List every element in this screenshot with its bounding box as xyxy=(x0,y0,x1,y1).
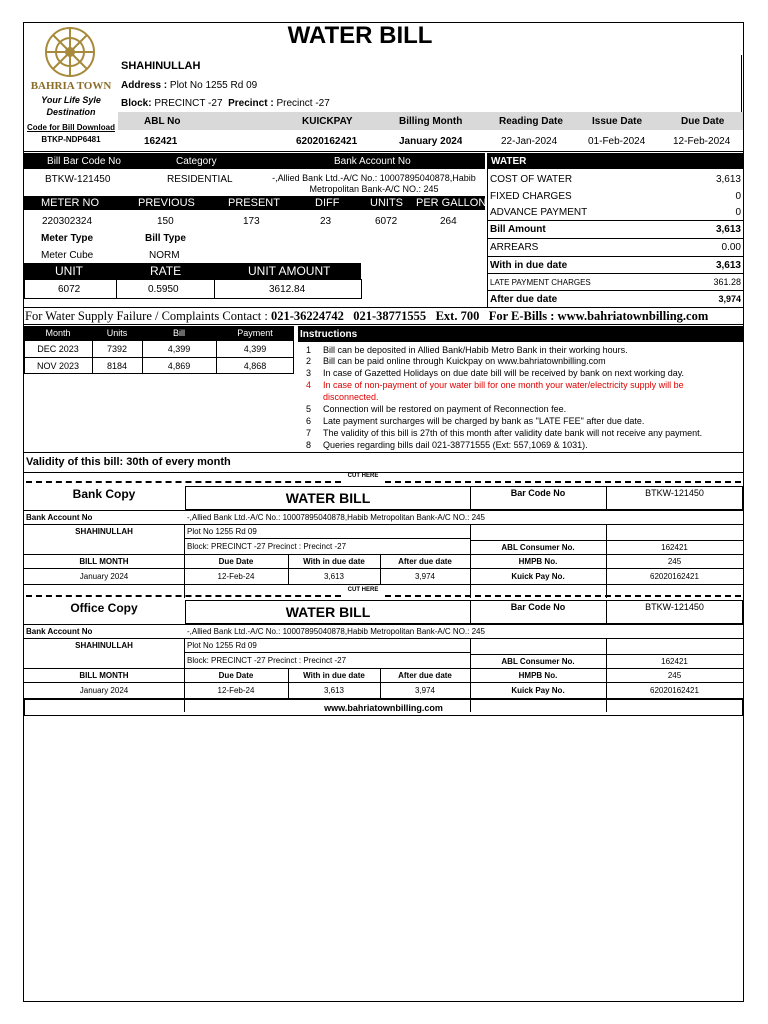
instructions-title: Instructions xyxy=(300,328,358,340)
copy-address: Plot No 1255 Rd 09 xyxy=(187,526,257,536)
instruction-number: 2 xyxy=(306,356,312,366)
meter-previous-value: 150 xyxy=(157,215,174,227)
meter-header-diff: DIFF xyxy=(315,197,340,209)
info-issue-date: 01-Feb-2024 xyxy=(588,135,646,147)
copy-barcode-label: Bar Code No xyxy=(510,488,566,498)
meter-present-value: 173 xyxy=(243,215,260,227)
instruction-text: Bill can be deposited in Allied Bank/Habib Metro Bank in their working hours. xyxy=(323,345,628,355)
info-reading-date: 22-Jan-2024 xyxy=(501,135,558,147)
copy-title: WATER BILL xyxy=(285,490,371,506)
charge-label-bill-amount: Bill Amount xyxy=(490,223,546,235)
copy-after-due-value: 3,974 xyxy=(414,685,436,695)
history-bill: 4,399 xyxy=(167,344,191,354)
copy-after-due-value: 3,974 xyxy=(414,571,436,581)
copy-bank-account-value: -,Allied Bank Ltd.-A/C No.: 10007895040878,Habib Metropolitan Bank-A/C NO.: 245 xyxy=(187,626,485,636)
instruction-text-warning: In case of non-payment of your water bill for one month your water/electricity supply will be xyxy=(323,380,684,390)
cut-line xyxy=(385,595,741,597)
charge-value-within-due: 3,613 xyxy=(715,259,741,271)
bill-header-category: Category xyxy=(176,155,217,167)
copy-kuick-value: 62020162421 xyxy=(650,571,699,581)
charge-value-fixed: 0 xyxy=(735,190,741,202)
history-header-month: Month xyxy=(45,328,71,338)
cut-here-label: CUT HERE xyxy=(347,473,379,479)
instruction-number: 5 xyxy=(306,404,312,414)
contact-line: For Water Supply Failure / Complaints Contact : 021-36224742 021-38771555 Ext. 700 For E-Bills : www.bahriatownbilling.com xyxy=(25,309,709,323)
charge-value-after-due: 3,974 xyxy=(718,294,741,304)
meter-header-previous: PREVIOUS xyxy=(138,197,195,209)
validity-note: Validity of this bill: 30th of every month xyxy=(26,456,231,468)
info-header-kuickpay: KUICKPAY xyxy=(302,115,353,127)
copy-after-due-label: After due date xyxy=(398,670,452,680)
copy-after-due-label: After due date xyxy=(398,556,452,566)
meter-no-value: 220302324 xyxy=(42,215,93,227)
info-header-issue-date: Issue Date xyxy=(592,115,643,127)
consumer-block: Block: PRECINCT -27 Precinct : Precinct -27 xyxy=(121,98,330,109)
instruction-number: 3 xyxy=(306,368,312,378)
copy-due-date-value: 12-Feb-24 xyxy=(217,685,255,695)
meter-diff-value: 23 xyxy=(320,215,332,227)
cut-line xyxy=(26,481,341,483)
charge-label-arrears: ARREARS xyxy=(490,241,539,253)
info-due-date: 12-Feb-2024 xyxy=(673,135,731,147)
copy-title: WATER BILL xyxy=(285,604,371,620)
charge-value-advance: 0 xyxy=(735,206,741,218)
consumer-name: SHAHINULLAH xyxy=(121,60,201,72)
code-label: Code for Bill Download xyxy=(27,123,115,132)
footer-url[interactable]: www.bahriatownbilling.com xyxy=(324,702,443,713)
history-month: DEC 2023 xyxy=(37,344,79,354)
history-header-bill: Bill xyxy=(172,328,185,338)
copy-bill-month-value: January 2024 xyxy=(79,685,129,695)
copy-bill-month-label: BILL MONTH xyxy=(79,556,129,566)
bank-copy-label: Bank Copy xyxy=(72,487,136,501)
bill-barcode-value: BTKW-121450 xyxy=(45,173,111,185)
copy-bank-account-value: -,Allied Bank Ltd.-A/C No.: 10007895040878,Habib Metropolitan Bank-A/C NO.: 245 xyxy=(187,512,485,522)
history-month: NOV 2023 xyxy=(36,361,80,371)
charge-label-late-payment: LATE PAYMENT CHARGES xyxy=(490,277,591,287)
instruction-text: Queries regarding bills dail 021-38771555 (Ext: 557,1069 & 1031). xyxy=(323,440,588,450)
meter-header-present: PRESENT xyxy=(228,197,280,209)
instruction-number: 4 xyxy=(306,380,312,390)
copy-barcode-value: BTKW-121450 xyxy=(645,488,704,498)
bill-category-value: RESIDENTIAL xyxy=(167,173,233,185)
copy-kuick-label: Kuick Pay No. xyxy=(511,571,565,581)
copy-address: Plot No 1255 Rd 09 xyxy=(187,640,257,650)
instruction-text-warning-2: disconnected. xyxy=(323,392,379,402)
meter-cube-label: Meter Cube xyxy=(41,249,94,261)
info-header-reading-date: Reading Date xyxy=(499,115,563,127)
copy-hmpb-value: 245 xyxy=(667,670,682,680)
meter-header-units: UNITS xyxy=(370,197,403,209)
charges-title: WATER xyxy=(491,155,527,167)
copy-hmpb-label: HMPB No. xyxy=(518,556,558,566)
charge-label-cost-of-water: COST OF WATER xyxy=(490,173,573,185)
meter-header-per-gallon: PER GALLON xyxy=(416,197,487,209)
instruction-text: In case of Gazetted Holidays on due date bill will be received by bank on next working day. xyxy=(323,368,685,378)
copy-consumer-name: SHAHINULLAH xyxy=(75,640,133,650)
instruction-number: 6 xyxy=(306,416,312,426)
copy-hmpb-value: 245 xyxy=(667,556,682,566)
rate-value: 0.5950 xyxy=(148,283,179,295)
history-header-payment: Payment xyxy=(237,328,273,338)
info-billing-month: January 2024 xyxy=(399,135,463,147)
cut-line xyxy=(385,481,741,483)
copy-barcode-label: Bar Code No xyxy=(510,602,566,612)
brand-name: BAHRIA TOWN xyxy=(30,80,112,92)
bill-header-barcode: Bill Bar Code No xyxy=(47,155,121,167)
info-header-billing-month: Billing Month xyxy=(399,115,463,127)
cut-here-label: CUT HERE xyxy=(347,587,379,593)
history-bill: 4,869 xyxy=(167,361,191,371)
instruction-text: Connection will be restored on payment of Reconnection fee. xyxy=(323,404,567,414)
copy-within-due-value: 3,613 xyxy=(323,571,345,581)
brand-tagline: Your Life Syle xyxy=(41,95,101,105)
bill-title: WATER BILL xyxy=(287,22,433,49)
instruction-number: 1 xyxy=(306,345,312,355)
charge-label-after-due: After due date xyxy=(490,293,558,305)
code-value: BTKP-NDP6481 xyxy=(41,135,101,144)
copy-kuick-label: Kuick Pay No. xyxy=(511,685,565,695)
copy-due-date-label: Due Date xyxy=(218,670,254,680)
consumer-address: Address : Plot No 1255 Rd 09 xyxy=(121,80,258,91)
history-header-units: Units xyxy=(106,328,128,338)
charge-label-advance: ADVANCE PAYMENT xyxy=(490,206,588,218)
bill-bank-account-line-1: -,Allied Bank Ltd.-A/C No.: 10007895040878,Habib xyxy=(272,173,476,183)
copy-bill-month-label: BILL MONTH xyxy=(79,670,129,680)
copy-due-date-value: 12-Feb-24 xyxy=(217,571,255,581)
instructions-header xyxy=(298,326,743,342)
copy-hmpb-label: HMPB No. xyxy=(518,670,558,680)
charge-label-fixed: FIXED CHARGES xyxy=(490,190,572,202)
instruction-text: Late payment surcharges will be charged by bank as "LATE FEE" after due date. xyxy=(323,416,645,426)
office-copy-label: Office Copy xyxy=(70,601,138,615)
instruction-number: 8 xyxy=(306,440,312,450)
info-header-abl: ABL No xyxy=(144,115,181,127)
copy-bank-account-label: Bank Account No xyxy=(26,512,93,522)
unit-header-unit: UNIT xyxy=(55,264,83,278)
meter-header-meter-no: METER NO xyxy=(41,197,100,209)
bill-type-value: NORM xyxy=(149,249,180,261)
meter-per-gallon-value: 264 xyxy=(440,215,457,227)
meter-type-label: Meter Type xyxy=(41,232,94,244)
charge-value-arrears: 0.00 xyxy=(721,241,741,253)
copy-consumer-name: SHAHINULLAH xyxy=(75,526,133,536)
copy-within-due-value: 3,613 xyxy=(323,685,345,695)
charge-value-late-payment: 361.28 xyxy=(713,277,741,287)
info-kuickpay: 62020162421 xyxy=(296,135,358,147)
copy-kuick-value: 62020162421 xyxy=(650,685,699,695)
meter-units-value: 6072 xyxy=(375,215,398,227)
charge-value-bill-amount: 3,613 xyxy=(715,223,741,235)
unit-header-rate: RATE xyxy=(150,264,182,278)
copy-within-due-label: With in due date xyxy=(303,556,365,566)
history-units: 7392 xyxy=(106,344,128,354)
copy-bank-account-label: Bank Account No xyxy=(26,626,93,636)
bill-header-bank-account: Bank Account No xyxy=(334,155,411,167)
history-payment: 4,399 xyxy=(243,344,267,354)
copy-abl-label: ABL Consumer No. xyxy=(501,542,575,552)
copy-abl-label: ABL Consumer No. xyxy=(501,656,575,666)
history-units: 8184 xyxy=(106,361,128,371)
cut-line xyxy=(26,595,341,597)
instruction-text: Bill can be paid online through Kuickpay on www.bahriatownbilling.com xyxy=(323,356,606,366)
copy-block: Block: PRECINCT -27 Precinct : Precinct -27 xyxy=(187,655,347,665)
info-header-due-date: Due Date xyxy=(681,115,725,127)
bill-bank-account-line-2: Metropolitan Bank-A/C NO.: 245 xyxy=(309,184,439,194)
brand-tagline-2: Destination xyxy=(46,107,96,117)
bill-type-label: Bill Type xyxy=(145,232,186,244)
unit-header-unit-amount: UNIT AMOUNT xyxy=(248,264,331,278)
copy-due-date-label: Due Date xyxy=(218,556,254,566)
history-payment: 4,868 xyxy=(243,361,267,371)
charge-value-cost-of-water: 3,613 xyxy=(715,173,741,185)
copy-abl-value: 162421 xyxy=(661,542,688,552)
copy-block: Block: PRECINCT -27 Precinct : Precinct -27 xyxy=(187,541,347,551)
unit-value: 6072 xyxy=(58,283,81,295)
instruction-text: The validity of this bill is 27th of this month after validity date bank will not receive any payment. xyxy=(323,428,703,438)
copy-barcode-value: BTKW-121450 xyxy=(645,602,704,612)
instruction-number: 7 xyxy=(306,428,312,438)
charge-label-within-due: With in due date xyxy=(490,259,568,271)
info-abl-no: 162421 xyxy=(144,135,178,147)
copy-bill-month-value: January 2024 xyxy=(79,571,129,581)
unit-amount-value: 3612.84 xyxy=(269,283,306,295)
copy-abl-value: 162421 xyxy=(661,656,688,666)
bahria-town-logo-icon xyxy=(38,24,102,80)
copy-within-due-label: With in due date xyxy=(303,670,365,680)
